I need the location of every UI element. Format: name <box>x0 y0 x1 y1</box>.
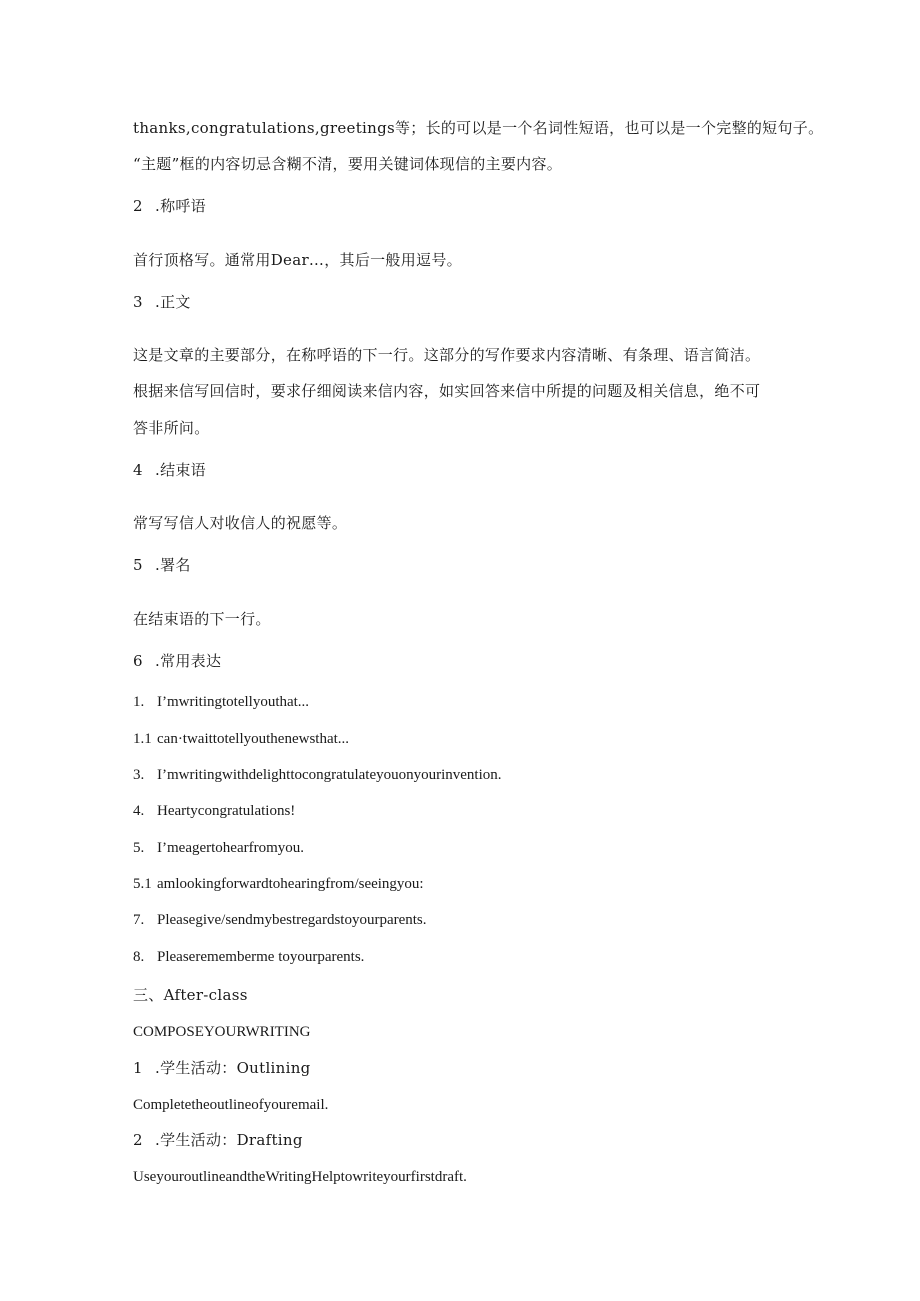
expression-item <box>133 801 295 821</box>
expression-text: I’mwritingtotellyouthat... <box>157 694 310 710</box>
section-heading <box>133 196 206 216</box>
after-class-heading: 三、After-class <box>133 986 248 1004</box>
section-number: 4 <box>133 461 143 479</box>
expression-item <box>133 692 309 712</box>
section-title: .正文 <box>155 293 191 311</box>
section-title: .署名 <box>155 556 191 574</box>
section-number: 3 <box>133 293 143 311</box>
activity-text: Completetheoutlineofyouremail. <box>133 1097 329 1113</box>
expression-number: 5.1 <box>133 876 152 892</box>
expression-item <box>133 874 424 894</box>
after-class-subheading: COMPOSEYOURWRITING <box>133 1024 311 1040</box>
section-heading <box>133 555 191 575</box>
activity-number: 1 <box>133 1059 143 1077</box>
expression-number: 5. <box>133 840 145 856</box>
expression-number: 1.1 <box>133 731 152 747</box>
intro-line-1: thanks,congratulations,greetings等；长的可以是一个名词性短语，也可以是一个完整的短句子。 <box>133 119 824 137</box>
expression-number: 1. <box>133 694 145 710</box>
section-body-line: 在结束语的下一行。 <box>133 610 271 628</box>
activity-label: .学生活动：Outlining <box>155 1059 311 1077</box>
section-heading <box>133 460 206 480</box>
section-heading <box>133 651 221 671</box>
section-body-line: 常写写信人对收信人的祝愿等。 <box>133 514 348 532</box>
expression-text: amlookingforwardtohearingfrom/seeingyou: <box>157 876 424 892</box>
section-heading <box>133 292 191 312</box>
intro-line-2: “主题”框的内容切忌含糊不清，要用关键词体现信的主要内容。 <box>133 155 563 173</box>
expression-number: 4. <box>133 803 145 819</box>
expression-text: can·twaittotellyouthenewsthat... <box>157 731 350 747</box>
expression-text: Pleaserememberme toyourparents. <box>157 949 365 965</box>
expression-item <box>133 729 349 749</box>
section-number: 6 <box>133 652 143 670</box>
section-title: .常用表达 <box>155 652 222 670</box>
section-title: .结束语 <box>155 461 206 479</box>
expression-number: 3. <box>133 767 145 783</box>
section-body-line: 答非所问。 <box>133 419 210 437</box>
section-body-line: 根据来信写回信时，要求仔细阅读来信内容，如实回答来信中所提的问题及相关信息，绝不可 <box>133 382 761 400</box>
section-number: 2 <box>133 197 143 215</box>
activity-heading <box>133 1058 311 1078</box>
expression-item <box>133 838 304 858</box>
expression-number: 7. <box>133 912 145 928</box>
expression-text: Pleasegive/sendmybestregardstoyourparents. <box>157 912 427 928</box>
section-title: .称呼语 <box>155 197 206 215</box>
activity-number: 2 <box>133 1131 143 1149</box>
activity-text: UseyouroutlineandtheWritingHelptowriteyourfirstdraft. <box>133 1169 467 1185</box>
section-number: 5 <box>133 556 143 574</box>
expression-number: 8. <box>133 949 145 965</box>
section-body-line: 这是文章的主要部分，在称呼语的下一行。这部分的写作要求内容清晰、有条理、语言简洁。 <box>133 346 761 364</box>
expression-text: I’meagertohearfromyou. <box>157 840 305 856</box>
section-body-line: 首行顶格写。通常用Dear…，其后一般用逗号。 <box>133 251 462 269</box>
expression-item <box>133 947 364 967</box>
expression-text: Heartycongratulations! <box>157 803 296 819</box>
activity-label: .学生活动：Drafting <box>155 1131 303 1149</box>
expression-item <box>133 910 427 930</box>
expression-text: I’mwritingwithdelighttocongratulateyouonyourinvention. <box>157 767 502 783</box>
activity-heading <box>133 1130 303 1150</box>
expression-item <box>133 765 502 785</box>
